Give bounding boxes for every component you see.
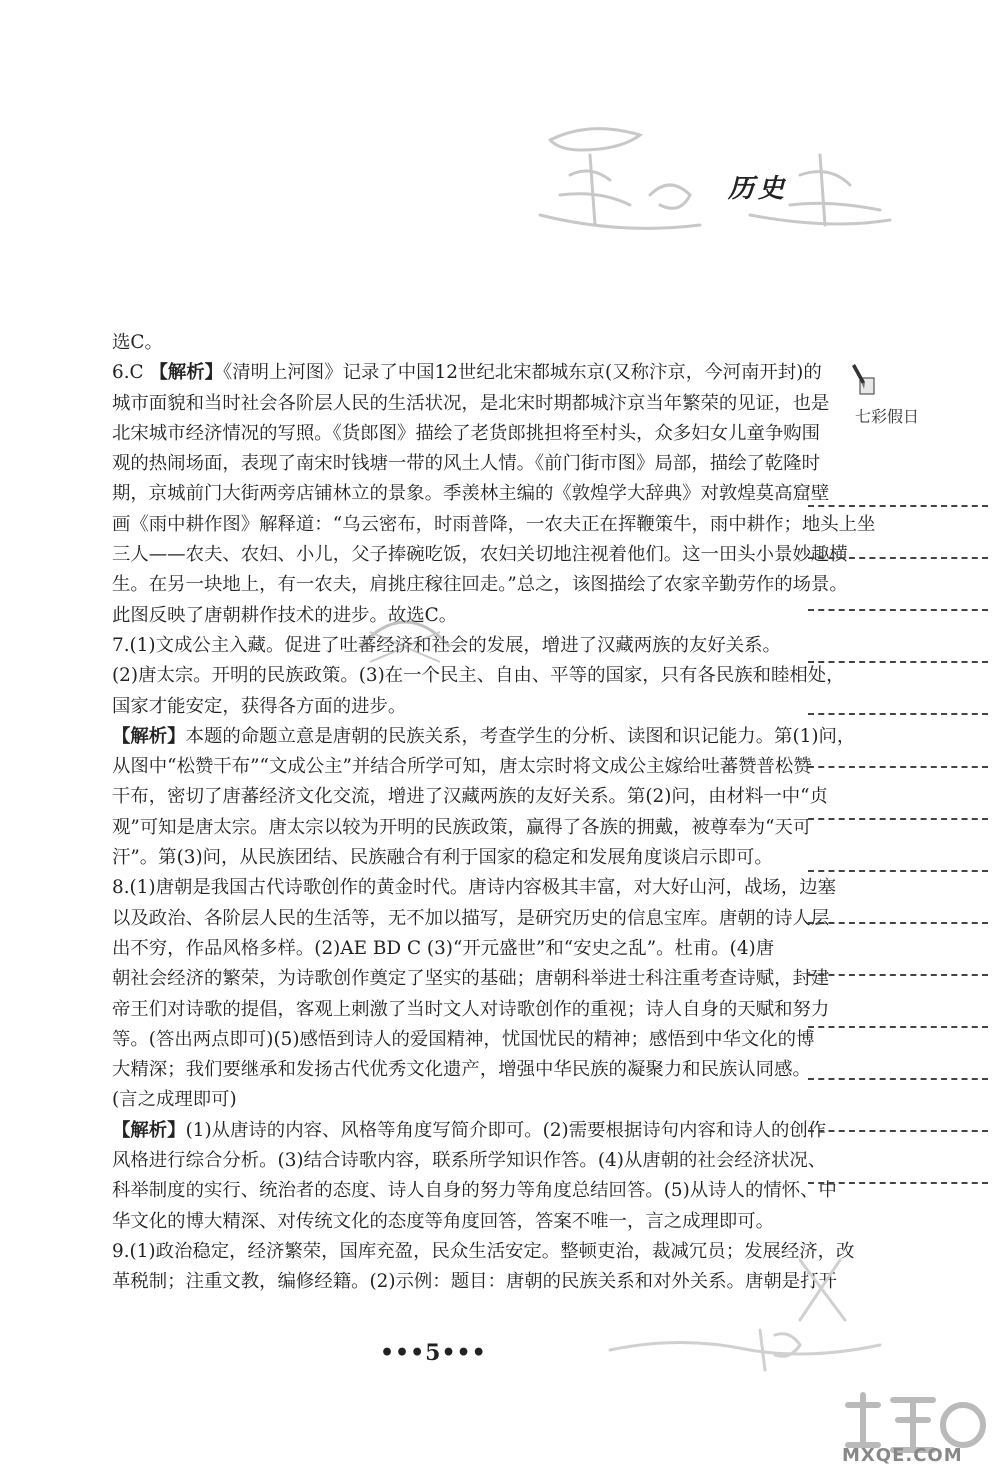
analysis-tag: 【解析】 [112, 725, 186, 747]
watermark-url: MXQE.COM [842, 1445, 963, 1466]
note-line [808, 611, 988, 663]
pen-icon [846, 362, 886, 402]
note-line [808, 820, 988, 872]
note-line [808, 715, 988, 767]
text-line: 等。(答出两点即可)(5)感悟到诗人的爱国精神，忧国忧民的精神；感悟到中华文化的博 [112, 1028, 815, 1050]
note-line [808, 768, 988, 820]
text-line: 朝社会经济的繁荣，为诗歌创作奠定了坚实的基础；唐朝科举进士科注重考查诗赋，封建 [112, 968, 830, 990]
text-line: 生。在另一块地上，有一农夫，肩挑庄稼往回走。”总之，该图描绘了农家辛勤劳作的场景。 [112, 574, 848, 596]
text-line: (2)唐太宗。开明的民族政策。(3)在一个民主、自由、平等的国家，只有各民族和睦相处， [112, 665, 845, 687]
text-line: 城市面貌和当时社会各阶层人民的生活状况，是北宋时期都城汴京当年繁荣的见证，也是 [112, 392, 830, 414]
text-line: 从图中“松赞干布”“文成公主”并结合所学可知，唐太宗时将文成公主嫁给吐蕃赞普松赞 [112, 756, 812, 778]
note-line [808, 976, 988, 1028]
text-line: 汗”。第(3)问，从民族团结、民族融合有利于国家的稳定和发展角度谈启示即可。 [112, 847, 773, 869]
note-line [808, 507, 988, 559]
note-line [808, 663, 988, 715]
text-line: 此图反映了唐朝耕作技术的进步。故选C。 [112, 604, 458, 626]
note-line [808, 872, 988, 924]
text-line [112, 722, 856, 752]
text-line [112, 358, 822, 388]
text-line: 选C。 [112, 332, 163, 353]
note-line [808, 1132, 988, 1184]
text-line: 大精深；我们要继承和发扬古代优秀文化遗产，增强中华民族的凝聚力和民族认同感。 [112, 1059, 811, 1081]
text-line: (言之成理即可) [112, 1089, 237, 1111]
note-line [808, 1080, 988, 1132]
stamp-watermark [350, 602, 460, 692]
text-line: 北宋城市经济情况的写照。《货郎图》描绘了老货郎挑担将至村头，众多妇女儿童争购围 [112, 422, 821, 444]
text-line: 观”可知是唐太宗。唐太宗以较为开明的民族政策，赢得了各族的拥戴，被尊奉为“天可 [112, 816, 812, 838]
brand-label: 七彩假日 [855, 407, 920, 426]
note-line [808, 559, 988, 611]
text-line: 以及政治、各阶层人民的生活等，无不加以描写，是研究历史的信息宝库。唐朝的诗人层 [112, 907, 830, 929]
text-line: 科举制度的实行、统治者的态度、诗人自身的努力等角度总结回答。(5)从诗人的情怀、中 [112, 1180, 837, 1202]
text-line: 帝王们对诗歌的提倡，客观上刺激了当时文人对诗歌创作的重视；诗人自身的天赋和努力 [112, 998, 830, 1020]
text-span: 6.C [112, 362, 150, 384]
text-line: 华文化的博大精深、对传统文化的态度等角度回答，答案不唯一，言之成理即可。 [112, 1210, 775, 1232]
text-line: 国家才能安定，获得各方面的进步。 [112, 695, 407, 717]
subject-title: 历史 [728, 174, 789, 204]
text-line: 三人——农夫、农妇、小儿，父子捧碗吃饭，农妇关切地注视着他们。这一田头小景妙趣横 [112, 544, 848, 566]
header-decoration [500, 95, 900, 245]
text-line: 画《雨中耕作图》解释道：“乌云密布，时雨普降，一农夫正在挥鞭策牛，雨中耕作；地头上坐 [112, 513, 876, 535]
text-line: 期，京城前门大街两旁店铺林立的景象。季羡林主编的《敦煌学大辞典》对敦煌莫高窟壁 [112, 483, 830, 505]
text-line: 干布，密切了唐蕃经济文化交流，增进了汉藏两族的友好关系。第(2)问，由材料一中“贞 [112, 786, 828, 808]
text-line: 革税制；注重文教，编修经籍。(2)示例：题目：唐朝的民族关系和对外关系。唐朝是打开 [112, 1271, 837, 1293]
text-line: 出不穷，作品风格多样。(2)AE BD C (3)“开元盛世”和“安史之乱”。杜甫。(4)唐 [112, 937, 775, 959]
page-number: •••5••• [380, 1340, 487, 1366]
text-line [112, 1116, 827, 1146]
note-lines [808, 455, 988, 1184]
text-line: 观的热闹场面，表现了南宋时钱塘一带的风土人情。《前门街市图》局部，描绘了乾隆时 [112, 453, 821, 475]
note-line [808, 455, 988, 507]
text-line: 7.(1)文成公主入藏。促进了吐蕃经济和社会的发展，增进了汉藏两族的友好关系。 [112, 634, 781, 656]
text-span: (1)从唐诗的内容、风格等角度写简介即可。(2)需要根据诗句内容和诗人的创作 [185, 1119, 827, 1141]
text-line: 风格进行综合分析。(3)结合诗歌内容，联系所学知识作答。(4)从唐朝的社会经济状况、 [112, 1150, 827, 1172]
note-line [808, 924, 988, 976]
text-span: 本题的命题立意是唐朝的民族关系，考查学生的分析、读图和识记能力。第(1)问， [185, 725, 856, 747]
text-span: 《清明上河图》记录了中国12世纪北宋都城东京(又称汴京，今河南开封)的 [223, 362, 822, 384]
answer-text [112, 328, 876, 1298]
analysis-tag: 【解析】 [112, 1119, 186, 1141]
footer-decoration [600, 1250, 900, 1380]
text-line: 8.(1)唐朝是我国古代诗歌创作的黄金时代。唐诗内容极其丰富，对大好山河，战场，边塞 [112, 877, 837, 899]
note-line [808, 1028, 988, 1080]
text-line: 9.(1)政治稳定，经济繁荣，国库充盈，民众生活安定。整顿吏治，裁减冗员；发展经济，改 [112, 1240, 855, 1262]
analysis-tag: 【解析】 [149, 362, 224, 384]
